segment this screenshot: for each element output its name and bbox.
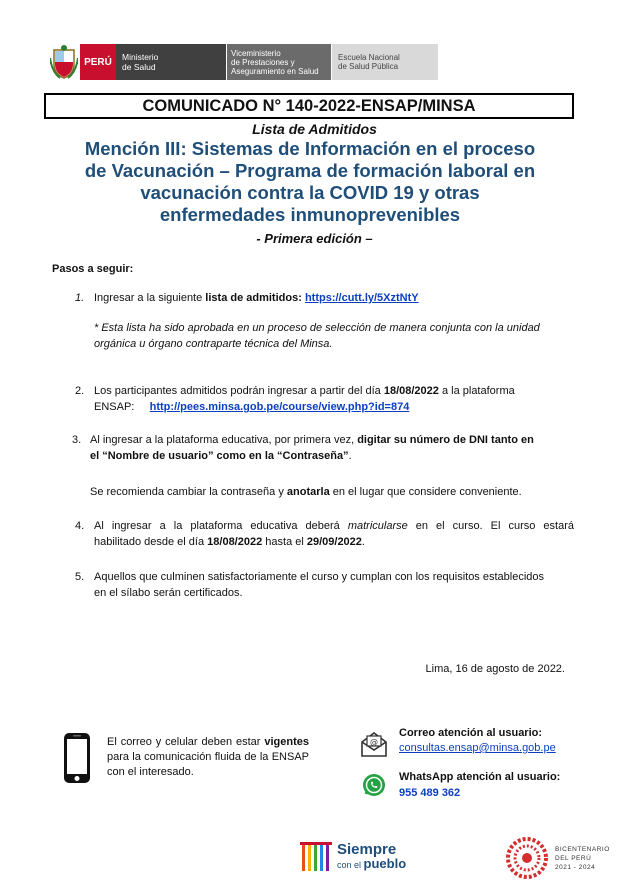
step-2	[94, 383, 574, 415]
step-4-text4: hasta el	[262, 536, 307, 548]
peru-label: PERÚ	[80, 44, 116, 80]
step-1-number	[75, 290, 84, 306]
step-3-text: Al ingresar a la plataforma educativa, por primera vez,	[90, 434, 358, 446]
platform-link[interactable]: http://pees.minsa.gob.pe/course/view.php?id=874	[149, 401, 410, 413]
step-3-number: 3.	[72, 434, 82, 446]
step-5-line1: Aquellos que culminen satisfactoriamente el curso y cumplan con los requisitos establecidos	[94, 571, 545, 583]
step-3-bold2: el “Nombre de usuario” como en la “Contraseña”	[90, 450, 349, 462]
vice-line3: Aseguramiento en Salud	[231, 66, 319, 76]
step-4-end: .	[361, 536, 365, 548]
step-2-text: Los participantes admitidos podrán ingresar a partir del día	[94, 385, 384, 397]
step-3-recommendation	[90, 484, 576, 500]
contact-note-bold: vigentes	[264, 736, 309, 748]
step-4-date2: 29/09/2022	[306, 536, 362, 548]
siempre-logo-icon	[298, 840, 334, 874]
vice-line2: de Prestaciones y	[231, 57, 295, 67]
bic-line1: BICENTENARIO	[555, 845, 610, 853]
step-4-italic: matricularse	[347, 520, 408, 532]
escuela-line1: Escuela Nacional	[338, 53, 400, 62]
contact-note	[107, 735, 309, 780]
ministerio-line1: Ministerio	[122, 52, 159, 62]
ministerio-line2: de Salud	[122, 62, 156, 72]
step-3-end: .	[348, 450, 352, 462]
step-1-note	[94, 320, 574, 352]
place-date: Lima, 16 de agosto de 2022.	[425, 663, 565, 675]
escuela-label	[332, 44, 438, 80]
step-5-number: 5.	[75, 571, 85, 583]
siempre-main: Siempre	[337, 840, 397, 858]
mobile-phone-icon	[62, 732, 92, 784]
step-2-number: 2.	[75, 385, 85, 397]
step-4	[94, 518, 574, 550]
document-subtitle: Lista de Admitidos	[252, 121, 377, 137]
step-1-bold: lista de admitidos:	[205, 292, 305, 304]
step-1-note-line2: orgánica u órgano contraparte técnica del Minsa.	[94, 338, 333, 350]
bic-line2: DEL PERÚ	[555, 854, 592, 862]
step-5	[94, 569, 574, 601]
document-title: COMUNICADO N° 140-2022-ENSAP/MINSA	[44, 93, 574, 119]
step-4-date1: 18/08/2022	[207, 536, 263, 548]
email-label: Correo atención al usuario:	[399, 727, 543, 739]
edition-label: - Primera edición –	[256, 231, 373, 246]
bicentenario-logo	[505, 836, 610, 880]
step-5-line2: en el sílabo serán certificados.	[94, 587, 243, 599]
whatsapp-icon	[362, 773, 386, 797]
vice-line1: Viceministerio	[231, 48, 281, 58]
step-3-bold1: digitar su número de DNI tanto en	[357, 434, 534, 446]
header-logo-bar	[50, 44, 438, 80]
step-1-text: Ingresar a la siguiente	[94, 292, 206, 304]
step-4-text: Al ingresar a la plataforma educativa deberá	[94, 520, 348, 532]
mention-line1: Mención III: Sistemas de Información en el proceso	[84, 138, 536, 159]
mention-line2: de Vacunación – Programa de formación laboral en	[84, 160, 536, 181]
whatsapp-label: WhatsApp atención al usuario:	[399, 771, 561, 783]
siempre-con: con el	[337, 859, 362, 870]
step-1-note-line1: * Esta lista ha sido aprobada en un proceso de selección de manera conjunta con la unidad	[94, 322, 540, 334]
email-icon	[360, 730, 388, 758]
step-3	[90, 432, 576, 464]
mention-heading	[60, 138, 560, 226]
contact-note-text2: para la comunicación fluida de la ENSAP con el interesado.	[107, 751, 309, 778]
coat-of-arms-icon	[50, 44, 78, 80]
steps-heading: Pasos a seguir:	[52, 263, 134, 275]
step-1	[94, 290, 574, 306]
mention-line3: vacunación contra la COVID 19 y otras	[140, 182, 480, 203]
whatsapp-phone[interactable]: 955 489 362	[399, 787, 461, 799]
step-3b-text: Se recomienda cambiar la contraseña y	[90, 486, 287, 498]
mention-line4: enfermedades inmunoprevenibles	[159, 204, 461, 225]
step-4-text2: en el curso. El curso estará	[407, 520, 575, 532]
bicentenario-emblem-icon	[505, 836, 549, 880]
step-2-text3: ENSAP:	[94, 401, 135, 413]
step-3b-text2: en el lugar que considere conveniente.	[329, 486, 522, 498]
contact-note-text1: El correo y celular deben estar	[107, 736, 265, 748]
siempre-con-el-pueblo-logo	[298, 840, 406, 874]
viceministerio-label	[227, 44, 331, 80]
step-2-date: 18/08/2022	[383, 385, 439, 397]
step-2-text2: a la plataforma	[438, 385, 515, 397]
step-4-text3: habilitado desde el día	[94, 536, 208, 548]
admitted-list-link[interactable]: https://cutt.ly/5XztNtY	[304, 292, 419, 304]
step-4-number: 4.	[75, 520, 85, 532]
step-1-num: 1.	[75, 292, 85, 304]
escuela-line2: de Salud Pública	[338, 62, 399, 71]
step-3b-bold: anotarla	[286, 486, 330, 498]
svg-text:@: @	[370, 737, 378, 747]
bic-line3: 2021 - 2024	[555, 863, 596, 871]
ministerio-label	[116, 44, 226, 80]
siempre-pueblo: pueblo	[363, 855, 407, 871]
email-link[interactable]: consultas.ensap@minsa.gob.pe	[399, 742, 556, 754]
